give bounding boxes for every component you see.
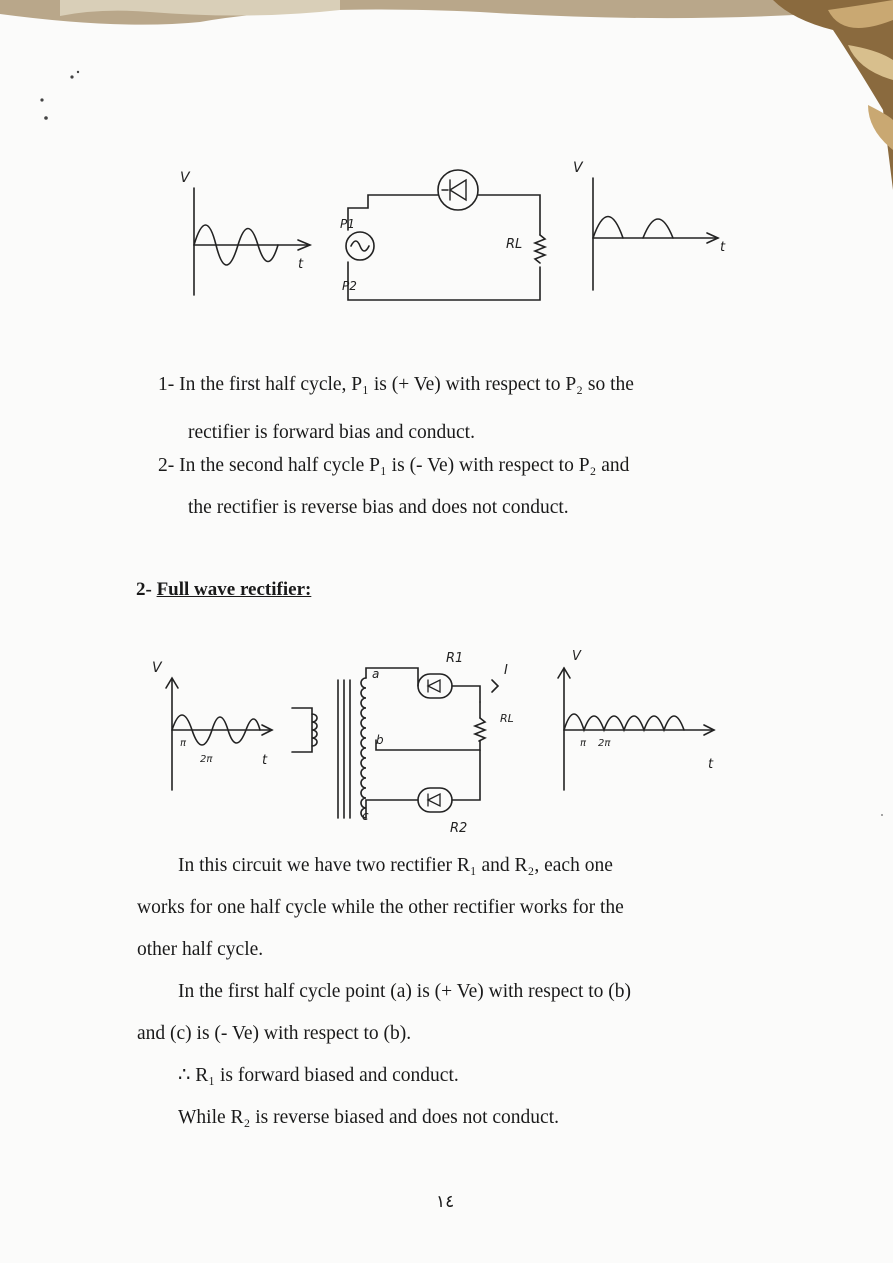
body-line-1: In this circuit we have two rectifier R₁ and R₂, each one: [178, 855, 613, 876]
terminal-p1: P1: [340, 217, 355, 231]
rectifier-r1-label: R1: [446, 651, 464, 666]
point-c-label: c: [362, 809, 369, 823]
circuit: [340, 170, 545, 300]
load-resistor: [475, 718, 485, 741]
output-time-label: t: [720, 240, 726, 255]
current-label: I: [504, 663, 508, 678]
full-wave-rectifier-figure: [140, 640, 760, 840]
point-b-label: b: [376, 733, 384, 747]
input-axis-label: V: [180, 170, 190, 186]
input-time-label: t: [262, 753, 268, 768]
half-wave-rectifier-figure: [180, 150, 740, 320]
body-line-6: ∴ R₁ is forward biased and conduct.: [178, 1065, 459, 1086]
rectifier-r1-symbol: [418, 674, 452, 698]
input-tick-pi: π: [180, 738, 187, 749]
load-label: RL: [506, 237, 523, 252]
rectifier-circuit: [366, 651, 514, 836]
input-tick-2pi: 2π: [200, 754, 213, 765]
section-heading: 2- Full wave rectifier:: [136, 579, 312, 600]
load-label: RL: [500, 712, 514, 725]
body-line-4: In the first half cycle point (a) is (+ Ve) with respect to (b): [178, 981, 632, 1002]
input-time-label: t: [298, 257, 304, 272]
body-line-5: and (c) is (- Ve) with respect to (b).: [137, 1023, 412, 1044]
rectifier-r2-label: R2: [450, 821, 468, 836]
output-time-label: t: [708, 757, 714, 772]
page-number: ١٤: [436, 1192, 455, 1212]
point-1-text: 1- In the first half cycle, P₁ is (+ Ve) with respect to P₂ so the: [158, 374, 634, 395]
body-line-7: While R₂ is reverse biased and does not conduct.: [178, 1107, 559, 1128]
rectifier-r2-symbol: [418, 788, 452, 812]
output-tick-2pi: 2π: [598, 738, 611, 749]
output-axis-label: V: [572, 649, 581, 664]
point-2-continuation: the rectifier is reverse bias and does not conduct.: [188, 497, 569, 518]
point-2-text: 2- In the second half cycle P₁ is (- Ve) with respect to P₂ and: [158, 455, 630, 476]
output-wave-graph: [573, 160, 726, 290]
terminal-p2: P2: [342, 279, 357, 293]
input-wave-graph: [152, 660, 272, 790]
output-wave-graph: [558, 649, 714, 790]
body-line-3: other half cycle.: [137, 939, 264, 960]
output-tick-pi: π: [580, 738, 587, 749]
body-line-2: works for one half cycle while the other rectifier works for the: [137, 897, 624, 918]
input-axis-label: V: [152, 660, 162, 676]
point-1-continuation: rectifier is forward bias and conduct.: [188, 422, 475, 443]
point-a-label: a: [372, 667, 380, 681]
output-axis-label: V: [573, 160, 583, 176]
load-resistor: [535, 235, 545, 263]
input-wave-graph: [180, 170, 310, 295]
